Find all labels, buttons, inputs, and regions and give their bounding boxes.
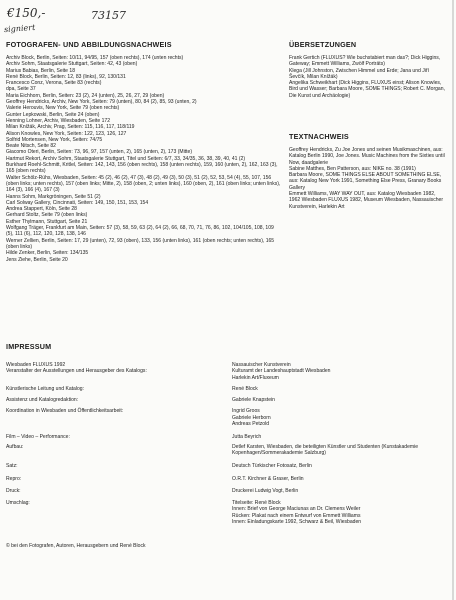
- credit-line: Walter Schölz-Rühs, Wiesbaden, Seiten: 45 (2), 46 (2), 47 (3), 48 (2), 49 (3), 50 (3), 51 (2), 52, 53, 54 (4), 55, 107, 156 (oben links; unten rechts), 157 (oben links; Mitte, 2), 158 (oben, 2; unten links), 160 (oben, 2), 161 (oben links; unten links), 164 (3), 166 (4), 167 (3): [6, 174, 281, 194]
- credit-line: Geoffrey Hendricks, Archiv, New York, Seiten: 79 (unten), 80, 84 (2), 85, 93 (unten, 2): [6, 99, 197, 106]
- credit-line: Beate Nitsch, Seite 82: [6, 143, 56, 150]
- handwritten-price: €150,-: [7, 6, 46, 20]
- credit-line: Gerhard Stoltz, Seite 79 (oben links): [6, 212, 88, 219]
- credit-line: Archiv Block, Berlin, Seiten: 10/11, 94/95, 157 (oben rechts), 174 (unten rechts): [6, 55, 184, 61]
- handwritten-number: 73157: [91, 9, 126, 22]
- impressum-value: Titelseite: René Block Innen: Brief von George Maciunas an Dr. Clemens Weiler Rücken: Plakat nach einem Entwurf von Emmett Williams Innen: Einladungskarte 1992, Schwarz & Beil, Wiesbaden: [232, 500, 362, 526]
- textnachweis-heading: TEXTNACHWEIS: [289, 132, 349, 141]
- uebersetzungen-heading: ÜBERSETZUNGEN: [289, 40, 357, 49]
- credit-line: Burkhard Roehl-Schmitt, Kritlel, Seiten: 142, 143, 156 (oben rechts), 158 (unten rechts), 159, 160 (unten, 2), 162, 163 (3), 165 (oben rechts): [6, 162, 278, 175]
- credit-line: René Block, Berlin, Seiten: 12, 83 (links), 92, 130/131: [6, 73, 126, 80]
- uebersetzungen-section: [289, 40, 445, 99]
- impressum-label: Wiesbaden FLUXUS 1992 Veranstalter der Ausstellungen und Herausgeber des Katalogs:: [6, 362, 147, 375]
- impressum-value: O.R.T. Kirchner & Graser, Berlin: [232, 475, 304, 482]
- impressum-label: Umschlag:: [6, 500, 30, 507]
- impressum-label: Assistenz und Katalogredaktion:: [6, 397, 79, 404]
- credit-line: Andrea Stappert, Köln, Seite 28: [6, 206, 77, 213]
- credit-line: Werner Zellien, Berlin, Seiten: 17, 29 (unten), 72, 93 (oben), 133, 156 (unten links), 161 (oben rechts; unten rechts), 165 (oben links): [6, 237, 275, 250]
- impressum-label: Film – Video – Performance:: [6, 434, 70, 441]
- credit-line: Esther Thylmann, Stuttgart, Seite 21: [6, 218, 88, 225]
- impressum-value: Ingrid Groos Gabriele Herborn Andreas Petzold: [232, 408, 271, 428]
- impressum-label: Koordination in Wiesbaden und Öffentlichkeitsarbeit:: [6, 408, 124, 415]
- impressum-label: Repro:: [6, 475, 22, 482]
- impressum-row: [6, 408, 446, 427]
- impressum-value: Jutta Beyrich: [232, 434, 262, 441]
- impressum-value: René Block: [232, 385, 258, 392]
- credit-line: Hartmut Rekort, Archiv Sohm, Staatsgalerie Stuttgart, Titel und Seiten: 6/7, 33, 34/35, 36, 38, 39, 40, 41 (2): [6, 155, 246, 162]
- credit-line: Marius Babias, Berlin, Seite 18: [6, 67, 76, 74]
- textnachweis-list: [289, 147, 445, 210]
- impressum-heading: IMPRESSUM: [6, 342, 52, 351]
- impressum-value: Detlef Karsten, Wiesbaden, die beteiligten Künstler und Studenten (Kunstakademie Kopenhagen/Sommerakademie Salzburg): [232, 443, 419, 456]
- credit-line: Jens Ziehe, Berlin, Seite 20: [6, 256, 68, 263]
- credit-line: Hanns Sohm, Markgröningen, Seite 51 (2): [6, 193, 101, 200]
- page-edge: [452, 0, 454, 600]
- impressum-label: Druck:: [6, 487, 21, 494]
- credit-line: Milan Knížák, Archiv, Prag, Seiten: 115, 116, 117, 118/119: [6, 124, 135, 131]
- copyright-line: © bei den Fotografen, Autoren, Herausgebern und René Block: [6, 543, 146, 550]
- impressum-row: [6, 500, 446, 525]
- impressum-value: Deutsch Türkischer Fotosatz, Berlin: [232, 463, 312, 470]
- uebersetzungen-list: [289, 55, 445, 99]
- credit-line: dpa, Seite 37: [6, 86, 36, 93]
- fotografen-list: [6, 55, 282, 263]
- textnachweis-section: [289, 132, 445, 210]
- credit-line: Gunter Lepkowski, Berlin, Seite 24 (oben): [6, 111, 100, 118]
- text-source-line: Sabine Matthes, Ben Patterson, aus: NIKE no. 38 (1991): [289, 165, 416, 172]
- credit-line: Solfrid Mortensen, New York, Seiten: 74/75: [6, 136, 103, 143]
- credit-line: Alison Knowles, New York, Seiten: 122, 123, 126, 127: [6, 130, 127, 137]
- translation-line: Klega (Jill Johnston, Zwischen Himmel und Erde; Jana und Jiří Ševčík, Milan Knížák): [289, 67, 429, 80]
- translation-line: Frank Gertich (FLUXUS? Wie buchstabiert man das?; Dick Higgins, Gateway; Emmett Williams, Zwölf Porträts): [289, 55, 441, 68]
- credit-line: Maria Eichhorn, Berlin, Seiten: 23 (2), 24 (unten), 25, 26, 27, 29 (oben): [6, 92, 165, 99]
- impressum-row: [6, 444, 446, 457]
- impressum-label: Aufbau:: [6, 443, 24, 450]
- credit-line: Henning Lohner, Archiv, Wiesbaden, Seite 172: [6, 117, 110, 124]
- credit-line: Carl Solway Gallery, Cincinnati, Seiten: 149, 150, 151, 153, 154: [6, 199, 149, 206]
- credit-line: Hilde Zenker, Berlin, Seiten: 134/135: [6, 250, 89, 257]
- credit-line: Francesco Conz, Verona, Seite 83 (rechts): [6, 80, 102, 87]
- text-source-line: Emmett Williams, WAY WAY OUT, aus: Katalog Wiesbaden 1982, 1962 Wiesbaden FLUXUS 1982, Museum Wiesbaden, Nassauischer Kunstverein, Harlekin Art: [289, 191, 444, 210]
- impressum-label: Künstlerische Leitung und Katalog:: [6, 385, 85, 392]
- text-source-line: Barbara Moore, SOME THINGS ELSE ABOUT SOMETHING ELSE, aus: Katalog New York 1991, Something Else Press, Granary Books Gallery: [289, 172, 442, 191]
- handwritten-note: signiert: [3, 22, 36, 35]
- credit-line: Giacomo Oteri, Berlin, Seiten: 73, 96, 97, 157 (unten, 2), 165 (unten, 2), 173 (Mitte): [6, 149, 192, 156]
- text-source-line: Geoffrey Hendricks, Zu Joe Jones und seinen Musikmaschinen, aus: Katalog Berlin 1990, Joe Jones. Music Machines from the Sixties until Now, daadgalerie: [289, 147, 445, 166]
- impressum-value: Nassauischer Kunstverein Kulturamt der Landeshauptstadt Wiesbaden Harlekin Art/Fluxeum: [232, 362, 331, 381]
- translation-line: Angelika Schweikhart (Dick Higgins, FLUXUS einst; Alison Knowles, Bird und Wasser; Barbara Moore, SOME THINGS; Robert C. Morgan, Die Kunst und Archäologie): [289, 80, 445, 99]
- credit-line: Archiv Sohm, Staatsgalerie Stuttgart, Seiten: 42, 43 (oben): [6, 61, 138, 68]
- impressum-value: Druckerei Ludwig Vogt, Berlin: [232, 487, 299, 494]
- impressum-table: [6, 362, 446, 525]
- credit-line: Wolfgang Träger, Frankfurt am Main, Seiten: 57 (3), 58, 59, 63 (2), 64 (2), 66, 68, 70, 71, 76, 86, 102, 104/105, 108, 109 (5), 111 (6), 112, 120, 128, 138, 146: [6, 225, 274, 238]
- impressum-value: Gabriele Knapstein: [232, 397, 275, 404]
- impressum-label: Satz:: [6, 463, 18, 470]
- fotografen-heading: FOTOGRAFEN- UND ABBILDUNGSNACHWEIS: [6, 40, 172, 49]
- impressum-row: [6, 362, 446, 381]
- impressum-section: [6, 342, 446, 550]
- credit-line: Valerie Herouvis, New York, Seite 79 (oben rechts): [6, 105, 120, 112]
- fotografen-section: [6, 40, 282, 263]
